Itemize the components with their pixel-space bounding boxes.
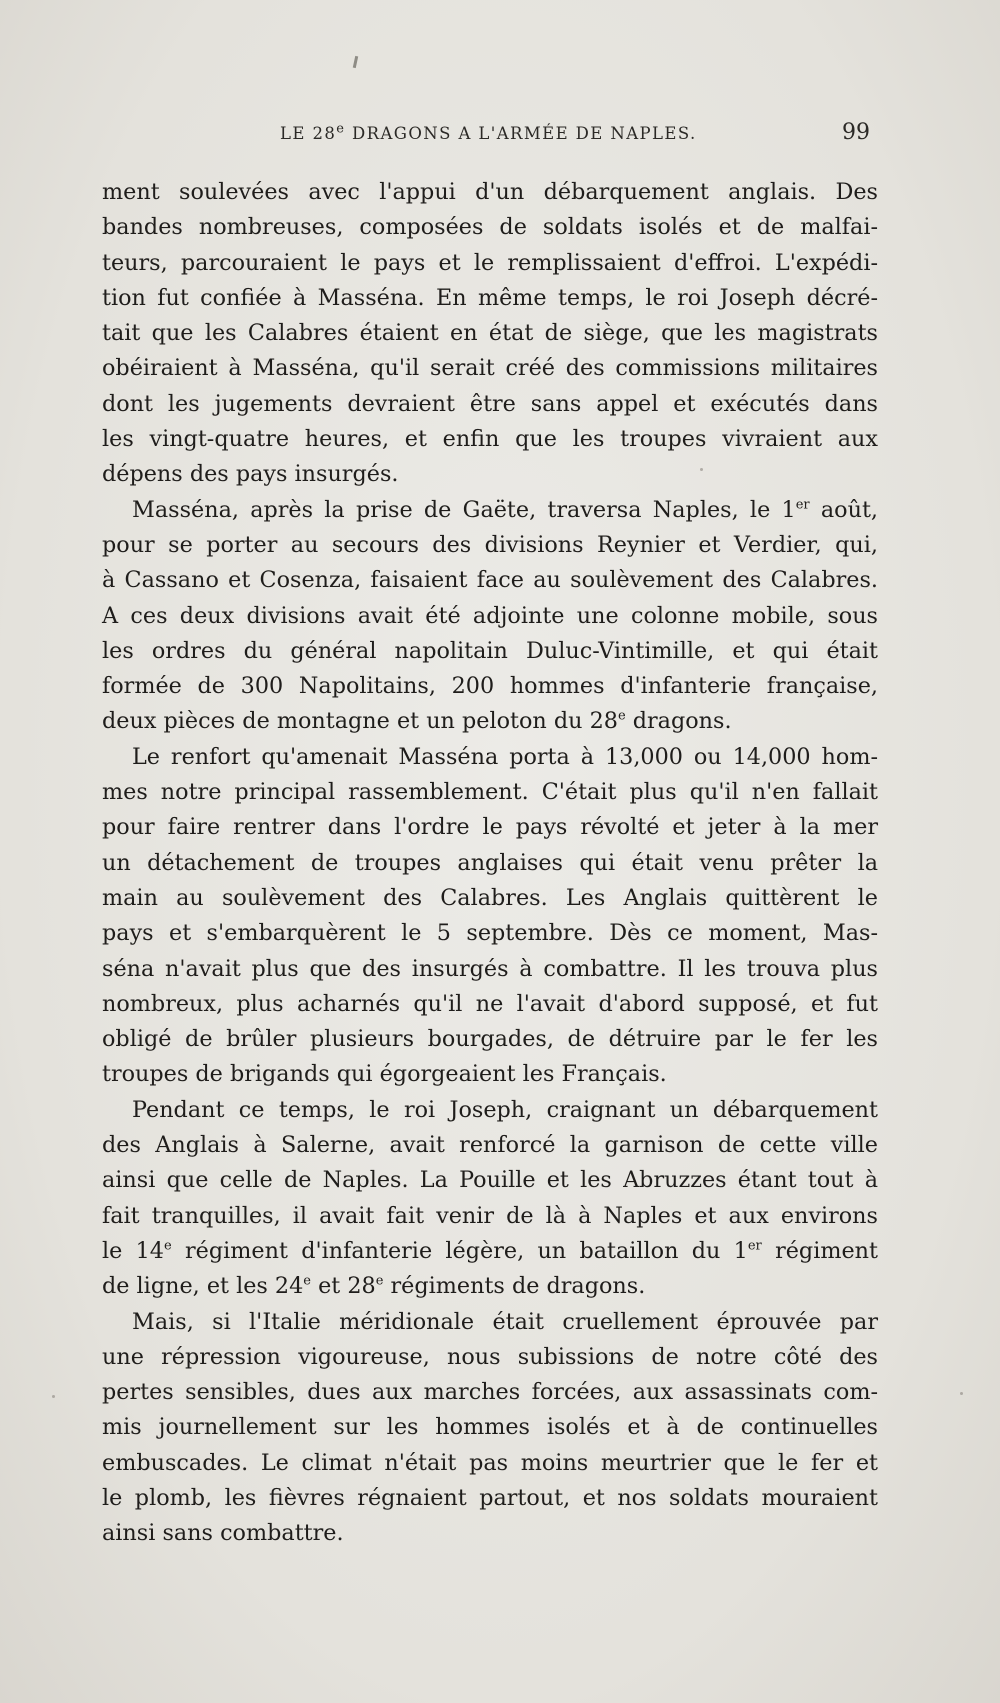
text-line: tion fut confiée à Masséna. En même temps, le roi Joseph décré-: [102, 284, 878, 311]
text-line: Le renfort qu'amenait Masséna porta à 13,000 ou 14,000 hom-: [132, 743, 878, 770]
text-line: nombreux, plus acharnés qu'il ne l'avait d'abord supposé, et fut: [102, 990, 878, 1017]
text-line: mis journellement sur les hommes isolés et à de continuelles: [102, 1414, 878, 1441]
text-line: main au soulèvement des Calabres. Les Anglais quittèrent le: [102, 884, 878, 911]
text-line: Pendant ce temps, le roi Joseph, craignant un débarquement: [132, 1096, 878, 1123]
text-line: pertes sensibles, dues aux marches forcées, aux assassinats com-: [102, 1379, 878, 1406]
running-head: LE 28e DRAGONS A L'ARMÉE DE NAPLES.: [280, 121, 697, 143]
text-line: dépens des pays insurgés.: [102, 461, 399, 488]
text-line: le plomb, les fièvres régnaient partout, et nos soldats mouraient: [102, 1484, 878, 1511]
text-line: ainsi sans combattre.: [102, 1520, 344, 1547]
text-line: ainsi que celle de Naples. La Pouille et les Abruzzes étant tout à: [102, 1167, 878, 1194]
text-line: A ces deux divisions avait été adjointe une colonne mobile, sous: [102, 602, 878, 629]
paper-speck: [960, 1392, 963, 1395]
body-text: [102, 175, 878, 1552]
text-line: pour se porter au secours des divisions Reynier et Verdier, qui,: [102, 531, 878, 558]
text-line: séna n'avait plus que des insurgés à combattre. Il les trouva plus: [102, 955, 878, 982]
text-line: pour faire rentrer dans l'ordre le pays révolté et jeter à la mer: [102, 814, 878, 841]
text-line: fait tranquilles, il avait fait venir de là à Naples et aux environs: [102, 1202, 878, 1229]
text-line: les ordres du général napolitain Duluc-Vintimille, et qui était: [102, 637, 878, 664]
text-line: formée de 300 Napolitains, 200 hommes d'infanterie française,: [102, 673, 878, 700]
text-line: teurs, parcouraient le pays et le remplissaient d'effroi. L'expédi-: [102, 249, 878, 276]
text-line: les vingt-quatre heures, et enfin que les troupes vivraient aux: [102, 426, 878, 453]
text-line: des Anglais à Salerne, avait renforcé la garnison de cette ville: [102, 1132, 878, 1159]
paper-speck: [52, 1395, 55, 1398]
paper-speck: [700, 468, 703, 471]
text-line: troupes de brigands qui égorgeaient les Français.: [102, 1061, 667, 1088]
text-line: deux pièces de montagne et un peloton du 28e dragons.: [102, 708, 732, 735]
ink-mark: [353, 56, 358, 68]
text-line: tait que les Calabres étaient en état de siège, que les magistrats: [102, 320, 878, 347]
text-line: Masséna, après la prise de Gaëte, traversa Naples, le 1er août,: [132, 496, 878, 523]
text-line: pays et s'embarquèrent le 5 septembre. Dès ce moment, Mas-: [102, 920, 878, 947]
text-line: ment soulevées avec l'appui d'un débarquement anglais. Des: [102, 179, 878, 205]
text-line: une répression vigoureuse, nous subissions de notre côté des: [102, 1343, 878, 1370]
text-line: le 14e régiment d'infanterie légère, un bataillon du 1er régiment: [102, 1237, 878, 1264]
text-line: embuscades. Le climat n'était pas moins meurtrier que le fer et: [102, 1449, 878, 1476]
text-line: obligé de brûler plusieurs bourgades, de détruire par le fer les: [102, 1026, 878, 1053]
text-line: à Cassano et Cosenza, faisaient face au soulèvement des Calabres.: [102, 567, 878, 594]
page-number: 99: [842, 120, 870, 145]
text-line: un détachement de troupes anglaises qui était venu prêter la: [102, 849, 878, 876]
page-header: [0, 120, 1000, 154]
text-line: dont les jugements devraient être sans appel et exécutés dans: [102, 390, 878, 417]
text-line: bandes nombreuses, composées de soldats isolés et de malfai-: [102, 214, 878, 241]
text-line: Mais, si l'Italie méridionale était cruellement éprouvée par: [132, 1308, 878, 1335]
text-line: de ligne, et les 24e et 28e régiments de dragons.: [102, 1273, 646, 1300]
text-line: mes notre principal rassemblement. C'était plus qu'il n'en fallait: [102, 779, 878, 806]
text-line: obéiraient à Masséna, qu'il serait créé des commissions militaires: [102, 355, 878, 382]
